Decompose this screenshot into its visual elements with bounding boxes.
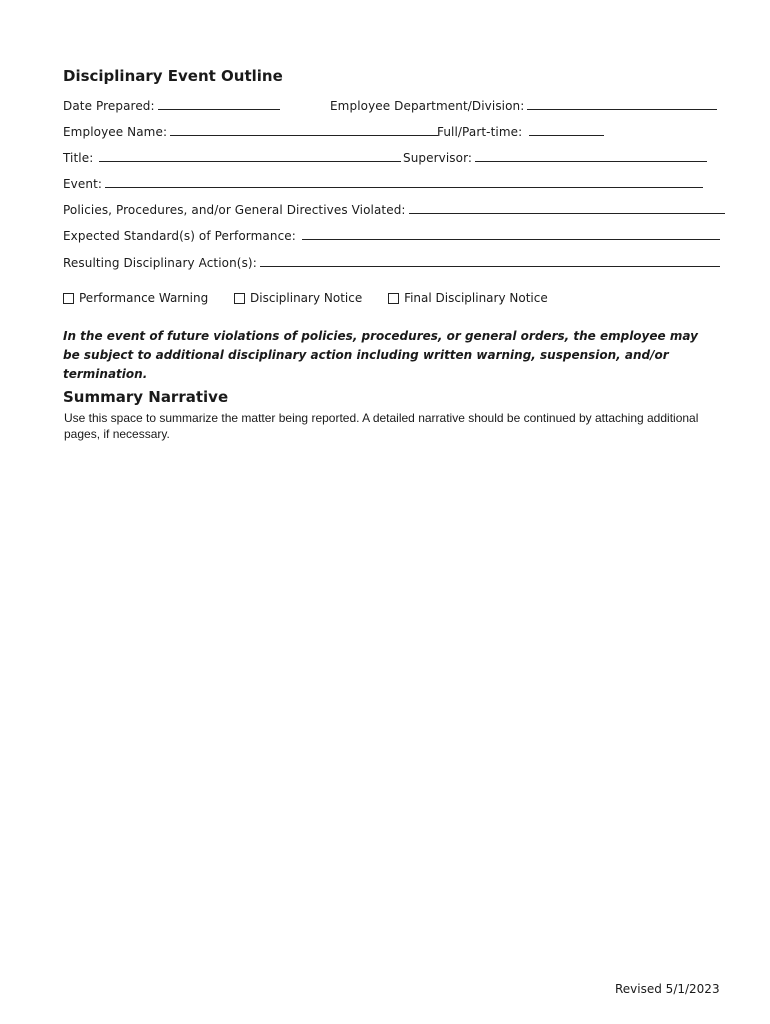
revised-date: Revised 5/1/2023	[615, 982, 720, 996]
employee-name-field[interactable]	[170, 124, 438, 136]
employment-type-field[interactable]	[529, 124, 604, 136]
employee-name-row	[63, 124, 438, 139]
policies-label: Policies, Procedures, and/or General Directives Violated:	[63, 203, 406, 217]
employment-type-label: Full/Part-time:	[437, 125, 523, 139]
event-label: Event:	[63, 177, 103, 191]
title-row	[63, 150, 401, 165]
resulting-action-label: Resulting Disciplinary Action(s):	[63, 256, 257, 270]
summary-instructions: Use this space to summarize the matter being reported. A detailed narrative should be continued by attaching additional pages, if necessary.	[64, 411, 699, 441]
checkbox-icon[interactable]	[234, 293, 245, 304]
final-disciplinary-notice-label: Final Disciplinary Notice	[404, 291, 548, 305]
department-row	[330, 98, 717, 113]
checkbox-icon[interactable]	[63, 293, 74, 304]
date-prepared-field[interactable]	[158, 98, 280, 110]
supervisor-field[interactable]	[475, 150, 707, 162]
policies-row	[63, 202, 725, 217]
date-prepared-label: Date Prepared:	[63, 99, 155, 113]
summary-heading: Summary Narrative	[63, 388, 229, 406]
department-label: Employee Department/Division:	[330, 99, 525, 113]
policies-field[interactable]	[409, 202, 725, 214]
form-title: Disciplinary Event Outline	[63, 67, 283, 85]
expected-standards-row	[63, 228, 720, 243]
supervisor-label: Supervisor:	[403, 151, 473, 165]
disciplinary-notice-option[interactable]	[234, 291, 362, 305]
event-row	[63, 176, 703, 191]
warning-note: In the event of future violations of policies, procedures, or general orders, the employee may be subject to additional disciplinary action including written warning, suspension, and/or termination.	[63, 329, 698, 381]
performance-warning-label: Performance Warning	[79, 291, 209, 305]
expected-standards-label: Expected Standard(s) of Performance:	[63, 229, 296, 243]
performance-warning-option[interactable]	[63, 291, 208, 305]
disciplinary-options	[63, 291, 570, 307]
resulting-action-field[interactable]	[260, 255, 720, 267]
event-field[interactable]	[105, 176, 703, 188]
date-prepared-row	[63, 98, 280, 113]
title-field[interactable]	[99, 150, 401, 162]
employment-type-row	[437, 124, 604, 139]
title-label: Title:	[63, 151, 94, 165]
supervisor-row	[403, 150, 707, 165]
resulting-action-row	[63, 255, 720, 270]
final-disciplinary-notice-option[interactable]	[388, 291, 548, 305]
checkbox-icon[interactable]	[388, 293, 399, 304]
disciplinary-notice-label: Disciplinary Notice	[250, 291, 363, 305]
expected-standards-field[interactable]	[302, 228, 720, 240]
employee-name-label: Employee Name:	[63, 125, 168, 139]
department-field[interactable]	[527, 98, 717, 110]
